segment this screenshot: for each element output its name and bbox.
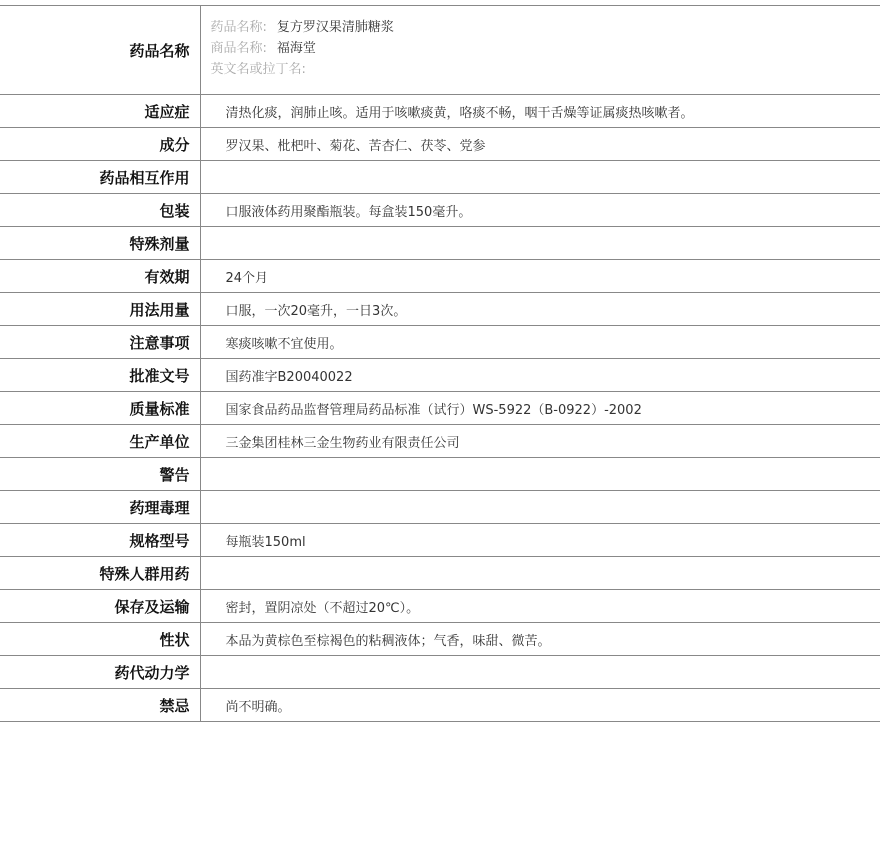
spec-label: 特殊剂量 (0, 227, 200, 260)
spec-row (0, 194, 880, 227)
spec-row (0, 689, 880, 722)
spec-row (0, 425, 880, 458)
spec-value (200, 491, 880, 524)
spec-row (0, 293, 880, 326)
spec-label: 注意事项 (0, 326, 200, 359)
spec-value (200, 557, 880, 590)
spec-row (0, 458, 880, 491)
spec-value: 三金集团桂林三金生物药业有限责任公司 (200, 425, 880, 458)
english-name-key: 英文名或拉丁名: (210, 62, 306, 77)
spec-row (0, 491, 880, 524)
spec-label: 规格型号 (0, 524, 200, 557)
spec-value: 本品为黄棕色至棕褐色的粘稠液体；气香，味甜、微苦。 (200, 623, 880, 656)
spec-value: 寒痰咳嗽不宜使用。 (200, 326, 880, 359)
spec-value: 口服，一次20毫升，一日3次。 (200, 293, 880, 326)
spec-label: 用法用量 (0, 293, 200, 326)
spec-value (200, 656, 880, 689)
spec-value: 国药准字B20040022 (200, 359, 880, 392)
generic-name-line (211, 17, 880, 38)
spec-row (0, 359, 880, 392)
spec-value: 国家食品药品监督管理局药品标准（试行）WS-5922（B-0922）-2002 (200, 392, 880, 425)
spec-label: 药理毒理 (0, 491, 200, 524)
drug-name-label: 药品名称 (0, 6, 200, 95)
spec-label: 药代动力学 (0, 656, 200, 689)
spec-row (0, 656, 880, 689)
spec-label: 警告 (0, 458, 200, 491)
spec-row (0, 227, 880, 260)
spec-value: 罗汉果、枇杷叶、菊花、苦杏仁、茯苓、党参 (200, 128, 880, 161)
spec-value (200, 161, 880, 194)
spec-row (0, 557, 880, 590)
spec-row (0, 161, 880, 194)
spec-label: 成分 (0, 128, 200, 161)
spec-value (200, 458, 880, 491)
drug-spec-table (0, 5, 880, 722)
spec-label: 有效期 (0, 260, 200, 293)
spec-label: 适应症 (0, 95, 200, 128)
generic-name-value: 复方罗汉果清肺糖浆 (276, 20, 394, 35)
spec-value: 清热化痰，润肺止咳。适用于咳嗽痰黄，咯痰不畅，咽干舌燥等证属痰热咳嗽者。 (200, 95, 880, 128)
spec-row (0, 623, 880, 656)
spec-row (0, 128, 880, 161)
trade-name-line (211, 38, 880, 59)
spec-label: 禁忌 (0, 689, 200, 722)
spec-label: 保存及运输 (0, 590, 200, 623)
drug-name-cell (200, 6, 880, 95)
spec-value: 口服液体药用聚酯瓶装。每盒装150毫升。 (200, 194, 880, 227)
drug-name-row (0, 6, 880, 95)
spec-label: 药品相互作用 (0, 161, 200, 194)
spec-label: 质量标准 (0, 392, 200, 425)
spec-row (0, 392, 880, 425)
spec-value: 尚不明确。 (200, 689, 880, 722)
spec-value: 每瓶装150ml (200, 524, 880, 557)
spec-value: 24个月 (200, 260, 880, 293)
trade-name-value: 福海堂 (276, 41, 316, 56)
spec-label: 性状 (0, 623, 200, 656)
spec-value (200, 227, 880, 260)
spec-row (0, 590, 880, 623)
spec-label: 批准文号 (0, 359, 200, 392)
spec-table-body (0, 6, 880, 722)
spec-value: 密封，置阴凉处（不超过20℃）。 (200, 590, 880, 623)
spec-label: 包装 (0, 194, 200, 227)
spec-row (0, 326, 880, 359)
spec-label: 特殊人群用药 (0, 557, 200, 590)
spec-row (0, 524, 880, 557)
spec-row (0, 260, 880, 293)
english-name-line (211, 59, 880, 80)
trade-name-key: 商品名称: (210, 41, 267, 56)
spec-row (0, 95, 880, 128)
spec-label: 生产单位 (0, 425, 200, 458)
generic-name-key: 药品名称: (210, 20, 267, 35)
